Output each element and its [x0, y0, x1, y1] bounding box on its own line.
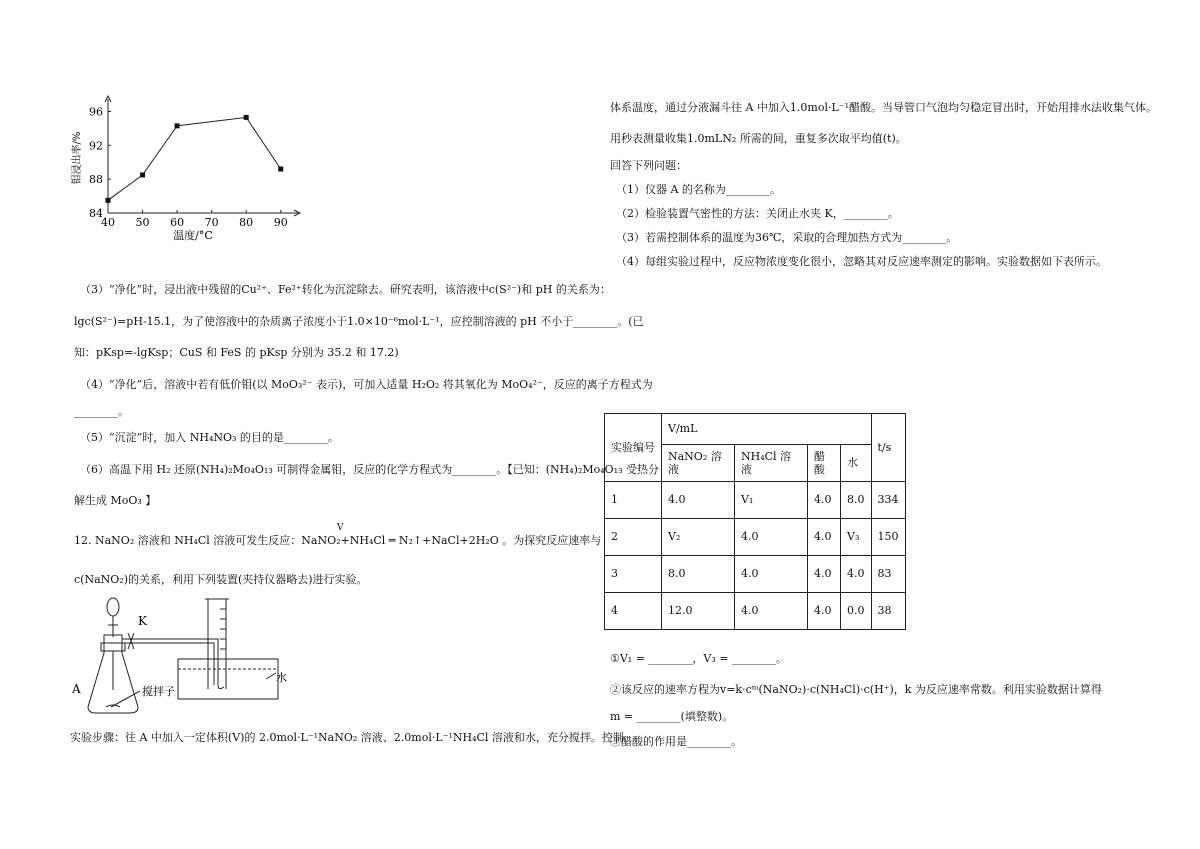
table-cell: V₃: [841, 519, 872, 556]
sub-q3: ③醋酸的作用是________。: [610, 735, 742, 748]
x-tick-label: 90: [273, 216, 288, 229]
q3-line-2: lgc(S²⁻)=pH-15.1，为了使溶液中的杂质离子浓度小于1.0×10⁻⁶mol·L⁻¹，应控制溶液的 pH 不小于________。(已: [74, 315, 644, 328]
table-cell: 1: [605, 482, 662, 519]
sub-q2-answer: m = ________(填整数)。: [610, 710, 734, 723]
data-point: [175, 123, 180, 128]
data-point: [140, 172, 145, 177]
right-q3: （3）若需控制体系的温度为36℃，采取的合理加热方式为________。: [616, 231, 958, 244]
header-time: t/s: [871, 414, 905, 482]
data-point: [244, 115, 249, 120]
table-cell: 4: [605, 593, 662, 630]
table-cell: V₂: [662, 519, 735, 556]
x-axis-label: 温度/°C: [173, 229, 213, 242]
right-line-3: 回答下列问题：: [610, 159, 687, 172]
table-row: [605, 519, 906, 556]
table-cell: 4.0: [662, 482, 735, 519]
label-water: 水: [276, 671, 287, 684]
x-tick-label: 70: [204, 216, 219, 229]
x-tick-label: 40: [101, 216, 115, 229]
right-q4: （4）每组实验过程中，反应物浓度变化很小，忽略其对反应速率测定的影响。实验数据如下表所示。: [616, 255, 1107, 268]
table-cell: 38: [871, 593, 905, 630]
chart-marks: [106, 115, 284, 203]
table-cell: 12.0: [662, 593, 735, 630]
data-point: [106, 198, 111, 203]
q12-line-2: c(NaNO₂)的关系，利用下列装置(夹持仪器略去)进行实验。: [74, 573, 368, 586]
label-a: A: [72, 682, 81, 696]
q5-line: （5）“沉淀”时，加入 NH₄NO₃ 的目的是________。: [80, 431, 339, 444]
x-tick-label: 50: [135, 216, 150, 229]
y-tick-label: 88: [89, 173, 103, 187]
table-cell: 4.0: [735, 519, 808, 556]
sub-q2: ②该反应的速率方程为v=k·cᵐ(NaNO₂)·c(NH₄Cl)·c(H⁺)，k 为反应速率常数。利用实验数据计算得: [610, 683, 1102, 696]
table-cell: 4.0: [808, 519, 841, 556]
data-point: [278, 167, 283, 172]
header-col: NH₄Cl 溶液: [735, 445, 808, 482]
sub-q1: ①V₁ = ________，V₃ = ________。: [610, 652, 787, 665]
steps-line: 实验步骤：往 A 中加入一定体积(V)的 2.0mol·L⁻¹NaNO₂ 溶液、2.0mol·L⁻¹NH₄Cl 溶液和水，充分搅拌。控制: [70, 731, 624, 744]
header-col: 醋酸: [808, 445, 841, 482]
table-cell: 2: [605, 519, 662, 556]
table-cell: 4.0: [735, 556, 808, 593]
right-q1: （1）仪器 A 的名称为________。: [616, 183, 781, 196]
right-q2: （2）检验装置气密性的方法：关闭止水夹 K，________。: [616, 207, 899, 220]
q6-line-1: （6）高温下用 H₂ 还原(NH₄)₂Mo₄O₁₃ 可制得金属钼，反应的化学方程式为________。【已知：(NH₄)₂Mo₄O₁₃ 受热分: [80, 463, 659, 476]
table-cell: 8.0: [841, 482, 872, 519]
y-tick-label: 96: [89, 105, 103, 119]
reaction-condition: V: [337, 523, 344, 533]
table-row: [605, 556, 906, 593]
header-volume: V/mL: [662, 414, 872, 445]
table-cell: 3: [605, 556, 662, 593]
table-cell: 4.0: [808, 482, 841, 519]
q4-line-2: ________。: [74, 405, 129, 418]
table-cell: 4.0: [841, 556, 872, 593]
q4-line-1: （4）“净化”后，溶液中若有低价钼(以 MoO₃²⁻ 表示)，可加入适量 H₂O₂ 将其氧化为 MoO₄²⁻，反应的离子方程式为: [80, 378, 653, 391]
table-cell: 4.0: [808, 593, 841, 630]
table-row: [605, 593, 906, 630]
right-line-1: 体系温度，通过分液漏斗往 A 中加入1.0mol·L⁻¹醋酸。当导管口气泡均匀稳定冒出时，开始用排水法收集气体。: [610, 101, 1158, 114]
y-tick-label: 84: [89, 207, 103, 220]
series-line: [108, 117, 281, 200]
table-cell: 0.0: [841, 593, 872, 630]
y-axis-label: 钼浸出率/%: [72, 131, 83, 185]
q3-line-3: 知：pKsp=-lgKsp；CuS 和 FeS 的 pKsp 分别为 35.2 和 17.2): [74, 346, 399, 359]
x-tick-label: 80: [239, 216, 254, 229]
experiment-table: [604, 413, 906, 630]
table-cell: 334: [871, 482, 905, 519]
label-k: K: [138, 614, 147, 628]
table-cell: 4.0: [735, 593, 808, 630]
right-line-2: 用秒表测量收集1.0mLN₂ 所需的间，重复多次取平均值(t)。: [610, 132, 907, 145]
table-cell: V₁: [735, 482, 808, 519]
label-stirrer: 搅拌子: [142, 685, 175, 698]
leaching-rate-chart: [70, 95, 310, 245]
header-col: NaNO₂ 溶液: [662, 445, 735, 482]
table-row: [605, 482, 906, 519]
header-exp-number: 实验编号: [605, 414, 662, 482]
q6-line-2: 解生成 MoO₃ 】: [74, 494, 157, 507]
y-tick-label: 92: [89, 139, 103, 153]
header-col: 水: [841, 445, 872, 482]
table-cell: 150: [871, 519, 905, 556]
table-cell: 8.0: [662, 556, 735, 593]
table-cell: 83: [871, 556, 905, 593]
q12-line-1: 12. NaNO₂ 溶液和 NH₄Cl 溶液可发生反应：NaNO₂+NH₄Cl ═ N₂↑+NaCl+2H₂O 。为探究反应速率与: [74, 534, 602, 547]
table-cell: 4.0: [808, 556, 841, 593]
chart-axes: [70, 96, 300, 242]
x-tick-label: 60: [170, 216, 185, 229]
q3-line-1: （3）“净化”时，浸出液中残留的Cu²⁺、Fe²⁺转化为沉淀除去。研究表明，该溶液中c(S²⁻)和 pH 的关系为：: [80, 283, 611, 296]
apparatus-diagram: [68, 595, 308, 720]
